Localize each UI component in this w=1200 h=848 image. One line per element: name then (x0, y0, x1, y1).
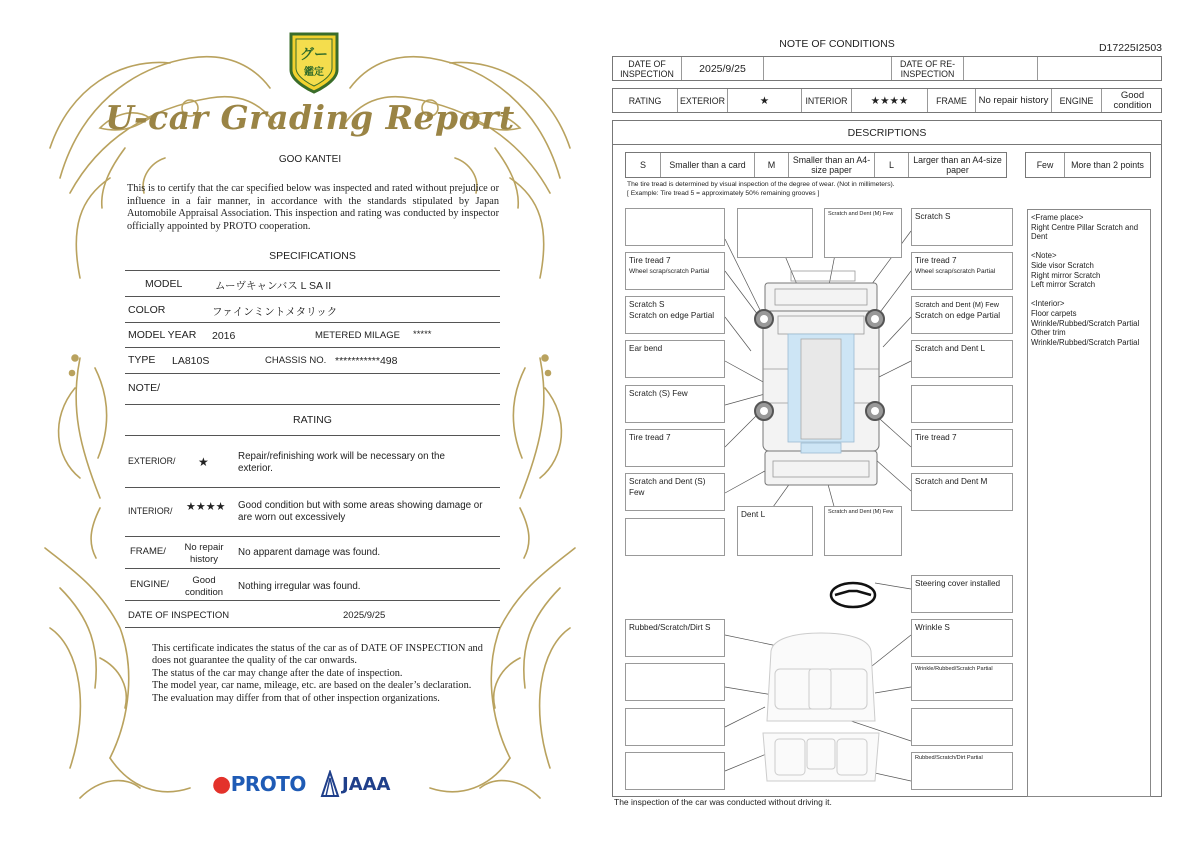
svg-text:鑑定: 鑑定 (304, 67, 324, 78)
damage-note-box: Scratch and Dent L (911, 340, 1013, 378)
box-line: Tire tread 7 (629, 256, 671, 265)
report-script-title: U-car Grading Report (105, 98, 515, 137)
model-year-label: MODEL YEAR (128, 329, 197, 341)
interior-rating: ★★★★ (851, 89, 927, 112)
box-line: Scratch and Dent (M) Few (915, 300, 999, 309)
dates-table (612, 56, 1162, 81)
engine-value: Good condition (184, 575, 224, 598)
tread-example: [ Example: Tire tread 5 = approximately 50% remaining grooves ] (627, 190, 820, 197)
interior-stars: ★★★★ (186, 501, 226, 513)
box-line: Scratch on edge Partial (915, 311, 1001, 320)
side-note-line: Other trim (1031, 328, 1066, 338)
box-line: Tire tread 7 (915, 256, 957, 265)
damage-note-box (911, 296, 1013, 334)
damage-note-box: Scratch and Dent (M) Few (824, 208, 902, 258)
side-note-line: Wrinkle/Rubbed/Scratch Partial (1031, 337, 1140, 347)
damage-note-box (737, 208, 813, 258)
mileage-label: METERED MILAGE (315, 330, 400, 341)
divider (125, 435, 500, 436)
tread-note: The tire tread is determined by visual inspection of the degree of wear. (Not in millimeters). (627, 181, 895, 188)
damage-note-box (911, 252, 1013, 290)
empty-cell (763, 57, 891, 80)
damage-note-box: Scratch (S) Few (625, 385, 725, 423)
legend-l: L (874, 153, 908, 177)
engine-label: ENGINE/ (130, 579, 170, 590)
note-label: NOTE/ (128, 382, 161, 394)
damage-note-box (911, 385, 1013, 423)
type-label: TYPE (128, 354, 156, 366)
inspection-footnote: The inspection of the car was conducted without driving it. (614, 797, 832, 807)
document-code: D17225I2503 (1098, 42, 1162, 54)
side-note-line: Left mirror Scratch (1031, 280, 1096, 290)
svg-text:グー: グー (300, 47, 328, 63)
exterior-label: EXTERIOR/ (128, 456, 176, 466)
interior-description: Good condition but with some areas showing damage or are worn out excessively (238, 500, 483, 523)
side-note-line: Side visor Scratch (1031, 260, 1094, 270)
damage-note-box: Scratch S (911, 208, 1013, 246)
specifications-heading: SPECIFICATIONS (269, 250, 356, 262)
legend-s: S (639, 160, 646, 170)
frame-value: No repair history (184, 542, 224, 565)
divider (125, 627, 500, 628)
divider (125, 373, 500, 374)
certification-statement: This is to certify that the car specified below was inspected and rated without prejudice or influence in a fair manner, in accordance with the standards stipulated by Japan Automobile Appraisal Association. This inspection and rating was conducted by inspector officially appointed by PROTO cooperation. (127, 183, 499, 232)
engine-label: ENGINE (1051, 89, 1101, 112)
damage-note-box: Steering cover installed (911, 575, 1013, 613)
condition-side-notes (1027, 209, 1151, 797)
box-line: Scratch on edge Partial (629, 311, 715, 320)
divider (125, 322, 500, 323)
exterior-description: Repair/refinishing work will be necessary on the exterior. (238, 451, 445, 474)
divider (125, 347, 500, 348)
color-label: COLOR (128, 304, 166, 316)
damage-note-box: Rubbed/Scratch/Dirt S (625, 619, 725, 657)
box-line: Scratch S (629, 300, 665, 309)
chassis-value: ***********498 (335, 355, 398, 367)
date-of-inspection-value: 2025/9/25 (343, 610, 386, 621)
damage-note-box: Ear bend (625, 340, 725, 378)
box-line: Wheel scrap/scratch Partial (915, 268, 996, 275)
damage-note-box: Rubbed/Scratch/Dirt Partial (911, 752, 1013, 790)
legend-m-desc: Smaller than an A4-size paper (788, 153, 874, 177)
side-note-line: Right Centre Pillar Scratch and Dent (1031, 222, 1139, 242)
damage-note-box (625, 252, 725, 290)
damage-note-box: Wrinkle S (911, 619, 1013, 657)
damage-note-box: Tire tread 7 (911, 429, 1013, 467)
grading-certificate (40, 28, 580, 820)
interior-label: INTERIOR (801, 89, 851, 112)
divider (125, 600, 500, 601)
divider (125, 568, 500, 569)
frame-value: No repair history (975, 89, 1051, 112)
mileage-value: ***** (413, 329, 432, 340)
disclaimer-line: The evaluation may differ from that of other inspection organizations. (152, 692, 440, 704)
inspection-date-label: DATE OF INSPECTION (620, 58, 674, 79)
legend-s-desc: Smaller than a card (660, 153, 754, 177)
color-value: ファインミントメタリック (212, 306, 338, 318)
damage-note-box: Tire tread 7 (625, 429, 725, 467)
side-note-line: <Note> (1031, 251, 1057, 261)
damage-note-box (625, 296, 725, 334)
side-note-line: <Interior> (1031, 299, 1065, 309)
report-subtitle: GOO KANTEI (278, 154, 342, 165)
legend-m: M (754, 153, 788, 177)
inspection-date-value: 2025/9/25 (681, 57, 763, 80)
note-of-conditions (612, 34, 1164, 814)
damage-note-box: Wrinkle/Rubbed/Scratch Partial (911, 663, 1013, 701)
damage-note-box: Scratch and Dent (S) Few (625, 473, 725, 511)
empty-cell (1037, 57, 1163, 80)
disclaimer-line: This certificate indicates the status of the car as of DATE OF INSPECTION and does not guarantee the quality of the car onwards. (152, 643, 483, 667)
damage-note-box (625, 663, 725, 701)
proto-logo: ●PROTO (212, 772, 306, 797)
note-title: NOTE OF CONDITIONS (779, 38, 895, 50)
goo-kantei-badge-icon (287, 30, 341, 94)
legend-few: Few (1036, 160, 1054, 170)
damage-note-box (625, 752, 725, 790)
damage-note-box: Scratch and Dent M (911, 473, 1013, 511)
descriptions-heading: DESCRIPTIONS (613, 121, 1161, 145)
damage-note-box: Dent L (737, 506, 813, 556)
disclaimer-line: The status of the car may change after the date of inspection. (152, 667, 403, 679)
divider (125, 487, 500, 488)
legend-l-desc: Larger than an A4-size paper (908, 153, 1006, 177)
engine-description: Nothing irregular was found. (238, 581, 361, 592)
engine-value: Good condition (1101, 89, 1163, 112)
date-of-inspection-label: DATE OF INSPECTION (128, 610, 230, 621)
damage-note-box (625, 708, 725, 746)
exterior-rating: ★ (727, 89, 801, 112)
exterior-stars: ★ (198, 455, 209, 469)
rating-heading: RATING (293, 414, 332, 426)
box-line: Wheel scrap/scratch Partial (629, 268, 710, 275)
side-note-line: Floor carpets (1031, 308, 1077, 318)
model-year-value: 2016 (212, 330, 236, 342)
damage-note-box (625, 518, 725, 556)
descriptions-panel (612, 120, 1162, 797)
jaaa-logo: JAAA (342, 774, 391, 795)
disclaimer-line: The model year, car name, mileage, etc. are based on the dealer’s declaration. (152, 680, 472, 692)
model-label: MODEL (145, 278, 183, 290)
steering-wheel-icon (831, 583, 875, 607)
frame-label: FRAME (927, 89, 975, 112)
divider (125, 296, 500, 297)
side-note-line: <Frame place> (1031, 213, 1084, 222)
model-value: ムーヴキャンバス L SA II (215, 280, 332, 292)
chassis-label: CHASSIS NO. (265, 355, 327, 366)
rating-table (612, 88, 1162, 113)
exterior-label: EXTERIOR (677, 89, 727, 112)
issuer-logos (212, 768, 412, 802)
legend-few-desc: More than 2 points (1064, 153, 1150, 177)
rating-label: RATING (628, 95, 662, 106)
divider (125, 536, 500, 537)
certificate-disclaimer (152, 643, 492, 705)
damage-note-box (911, 708, 1013, 746)
frame-label: FRAME/ (130, 546, 166, 557)
divider (125, 404, 500, 405)
jaaa-emblem-icon (320, 770, 340, 798)
damage-note-box: Scratch and Dent (M) Few (824, 506, 902, 556)
reinspection-date-value (963, 57, 1037, 80)
frame-description: No apparent damage was found. (238, 547, 381, 558)
divider (125, 270, 500, 271)
side-note-line: Wrinkle/Rubbed/Scratch Partial (1031, 318, 1140, 328)
damage-note-box (625, 208, 725, 246)
reinspection-date-label: DATE OF RE-INSPECTION (891, 57, 963, 80)
side-note-line: Right mirror Scratch (1031, 270, 1101, 280)
type-value: LA810S (172, 355, 210, 367)
interior-label: INTERIOR/ (128, 506, 173, 516)
